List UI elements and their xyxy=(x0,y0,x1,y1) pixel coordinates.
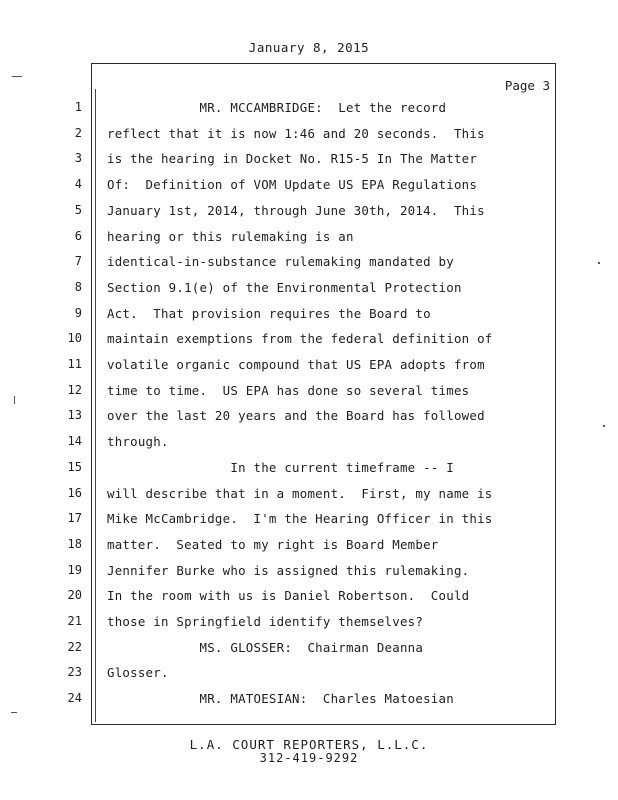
line-number: 14 xyxy=(67,434,82,449)
transcript-line: matter. Seated to my right is Board Member xyxy=(107,536,439,552)
document-date: January 8, 2015 xyxy=(248,40,370,55)
line-number: 19 xyxy=(67,562,82,577)
transcript-line: MR. MATOESIAN: Charles Matoesian xyxy=(107,691,454,707)
transcript-line: In the room with us is Daniel Robertson. Could xyxy=(107,588,470,604)
transcript-line: Glosser. xyxy=(107,665,169,681)
line-number: 21 xyxy=(67,614,82,628)
page-number: Page 3 xyxy=(504,78,550,93)
transcript-line: is the hearing in Docket No. R15-5 In The Matter xyxy=(107,151,478,167)
transcript-line: maintain exemptions from the federal definition of xyxy=(107,331,493,347)
line-number: 17 xyxy=(67,511,82,526)
transcript-line: identical-in-substance rulemaking mandated by xyxy=(107,254,454,270)
line-number: 11 xyxy=(67,357,82,371)
transcript-line: In the current timeframe -- I xyxy=(107,459,454,475)
line-number: 24 xyxy=(67,691,82,706)
transcript-line: over the last 20 years and the Board has followed xyxy=(107,408,485,424)
line-number: 5 xyxy=(74,202,82,217)
line-number: 23 xyxy=(67,665,82,680)
scan-speck xyxy=(598,262,600,264)
line-number: 4 xyxy=(74,177,82,192)
line-number: 6 xyxy=(74,228,82,243)
scan-speck xyxy=(11,712,17,713)
transcript-line: hearing or this rulemaking is an xyxy=(107,228,354,244)
transcript-line: Jennifer Burke who is assigned this rulemaking. xyxy=(107,562,470,578)
line-number: 8 xyxy=(74,279,82,294)
transcript-line: Of: Definition of VOM Update US EPA Regulations xyxy=(107,177,478,193)
line-number: 7 xyxy=(74,254,82,269)
transcript-line: time to time. US EPA has done so several times xyxy=(107,382,470,398)
reporter-phone: 312-419-9292 xyxy=(259,751,359,765)
line-number: 22 xyxy=(67,639,82,654)
line-number: 1 xyxy=(74,100,82,114)
transcript-line: MR. MCCAMBRIDGE: Let the record xyxy=(107,100,447,115)
transcript-line: volatile organic compound that US EPA adopts from xyxy=(107,357,485,372)
line-number: 12 xyxy=(67,382,82,397)
transcript-line: MS. GLOSSER: Chairman Deanna xyxy=(107,639,424,655)
transcript-line: Act. That provision requires the Board to xyxy=(107,305,431,321)
transcript-line: Section 9.1(e) of the Environmental Protection xyxy=(107,279,462,295)
line-number: 13 xyxy=(67,408,82,423)
line-number: 16 xyxy=(67,485,82,500)
transcript-line: January 1st, 2014, through June 30th, 2014. This xyxy=(107,202,485,218)
transcript-line: Mike McCambridge. I'm the Hearing Officer in this xyxy=(107,511,493,527)
line-number: 18 xyxy=(67,536,82,551)
scan-speck xyxy=(14,396,15,404)
transcript-line: through. xyxy=(107,434,169,450)
line-number: 3 xyxy=(74,151,82,166)
line-number-divider xyxy=(95,89,96,722)
line-number: 15 xyxy=(67,459,82,474)
reporter-company: L.A. COURT REPORTERS, L.L.C. xyxy=(189,737,429,752)
line-number: 9 xyxy=(74,305,82,320)
scan-speck xyxy=(603,425,605,427)
line-number: 2 xyxy=(74,125,82,140)
transcript-line: reflect that it is now 1:46 and 20 seconds. This xyxy=(107,125,485,141)
line-number: 10 xyxy=(67,331,82,346)
scan-speck xyxy=(12,76,22,77)
transcript-line: those in Springfield identify themselves? xyxy=(107,614,424,629)
transcript-line: will describe that in a moment. First, my name is xyxy=(107,485,493,501)
line-number: 20 xyxy=(67,588,82,603)
